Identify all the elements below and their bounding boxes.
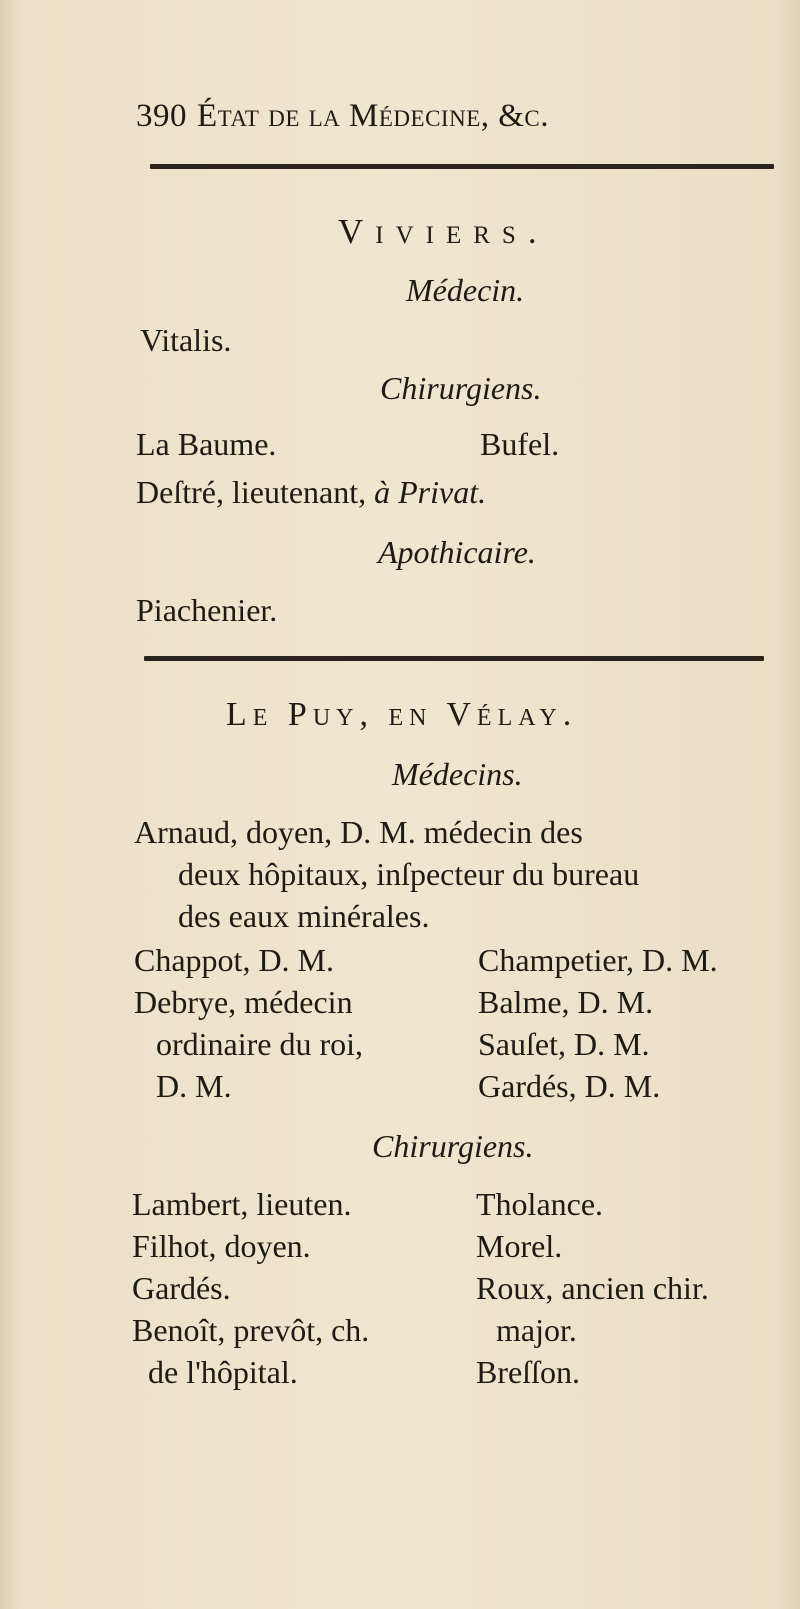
chir-left-4: Benoît, prevôt, ch. [132, 1312, 370, 1348]
medecin-arnaud-line3: des eaux minérales. [178, 898, 430, 934]
chir-right-5: Breſſon. [476, 1354, 580, 1390]
heading-medecins: Médecins. [392, 756, 523, 792]
medecin-right-1: Champetier, D. M. [478, 942, 718, 978]
chir-la-baume: La Baume. [136, 426, 277, 462]
medecin-left-2: Debrye, médecin [134, 984, 353, 1020]
chir-left-1: Lambert, lieuten. [132, 1186, 352, 1222]
medecin-left-4: D. M. [156, 1068, 232, 1104]
heading-medecin: Médecin. [406, 272, 525, 308]
chir-bufel: Bufel. [480, 426, 560, 462]
chir-right-4: major. [496, 1312, 577, 1348]
chir-right-2: Morel. [476, 1228, 563, 1264]
apothicaire-piachenier: Piachenier. [136, 592, 278, 628]
chir-right-3: Roux, ancien chir. [476, 1270, 709, 1306]
chir-left-5: de l'hôpital. [148, 1354, 298, 1390]
chir-destre-name: Deſtré, lieutenant, [136, 474, 375, 510]
medecin-right-3: Sauſet, D. M. [478, 1026, 650, 1062]
medecin-right-2: Balme, D. M. [478, 984, 654, 1020]
medecin-left-1: Chappot, D. M. [134, 942, 334, 978]
page-number: 390 [136, 98, 187, 134]
medecin-arnaud-line2: deux hôpitaux, inſpecteur du bureau [178, 856, 640, 892]
chir-destre-place: à Privat. [374, 474, 487, 510]
heading-chirurgiens-viviers: Chirurgiens. [380, 370, 542, 406]
section-title-le-puy: Le Puy, en Vélay. [226, 696, 578, 733]
section-title-viviers: Viviers. [338, 212, 549, 251]
medecin-right-4: Gardés, D. M. [478, 1068, 661, 1104]
header-rule [150, 164, 774, 169]
running-header [136, 98, 549, 135]
running-title: État de la Médecine, &c. [197, 98, 550, 134]
heading-apothicaire: Apothicaire. [378, 534, 536, 570]
chir-right-1: Tholance. [476, 1186, 604, 1222]
section-rule [144, 656, 764, 661]
chir-destre [136, 474, 486, 511]
chir-left-2: Filhot, doyen. [132, 1228, 311, 1264]
medecin-left-3: ordinaire du roi, [156, 1026, 364, 1062]
chir-left-3: Gardés. [132, 1270, 231, 1306]
heading-chirurgiens-le-puy: Chirurgiens. [372, 1128, 534, 1164]
medecin-vitalis: Vitalis. [140, 322, 232, 358]
medecin-arnaud-line1: Arnaud, doyen, D. M. médecin des [134, 814, 583, 850]
